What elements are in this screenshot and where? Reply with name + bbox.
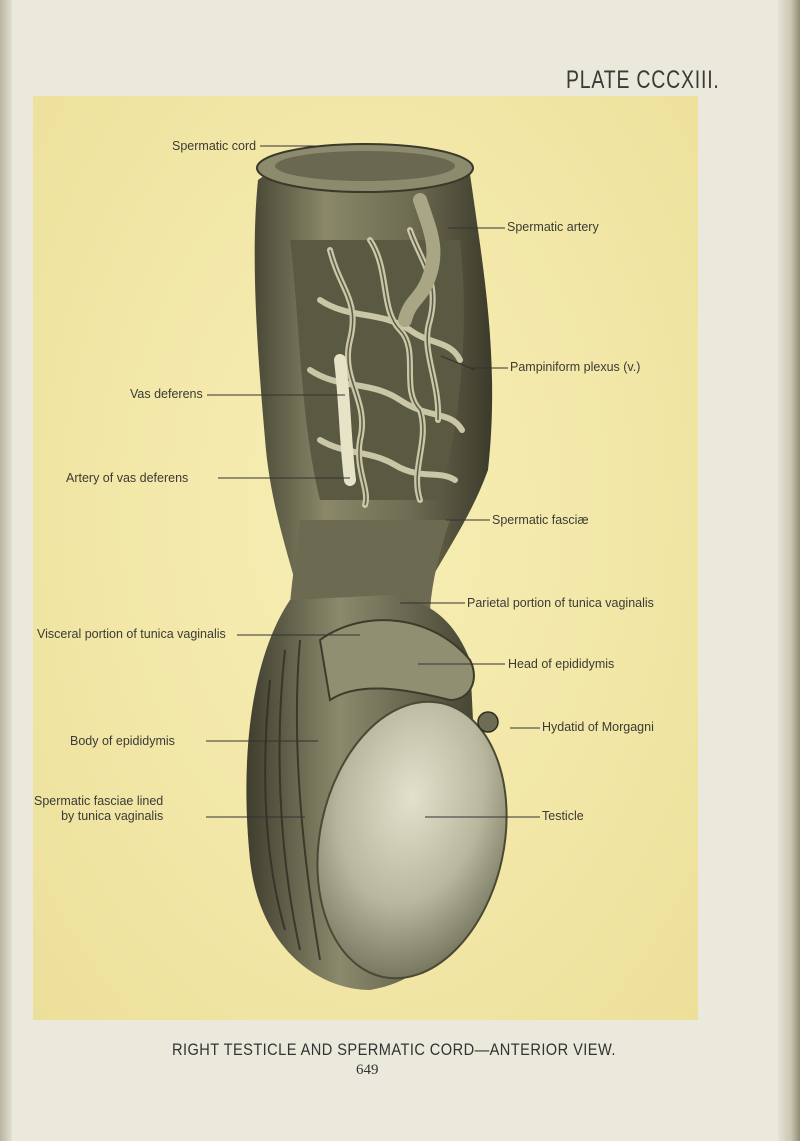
cord-interior xyxy=(290,240,464,500)
label-visceral-portion: Visceral portion of tunica vaginalis xyxy=(37,627,226,641)
label-spermatic-fasciae-lined xyxy=(34,794,163,824)
plate-caption: RIGHT TESTICLE AND SPERMATIC CORD—ANTERIOR VIEW. xyxy=(172,1040,616,1059)
label-pampiniform-plexus: Pampiniform plexus (v.) xyxy=(510,360,641,374)
plate-title: PLATE CCCXIII. xyxy=(566,66,720,94)
label-body-of-epididymis: Body of epididymis xyxy=(70,734,175,748)
label-parietal-portion: Parietal portion of tunica vaginalis xyxy=(467,596,654,610)
label-spermatic-fasciae-lined-line1: Spermatic fasciae lined xyxy=(34,794,164,808)
label-spermatic-artery: Spermatic artery xyxy=(507,220,599,234)
page-number: 649 xyxy=(356,1062,379,1078)
hydatid-of-morgagni xyxy=(478,712,498,732)
label-hydatid-of-morgagni: Hydatid of Morgagni xyxy=(542,720,654,734)
label-artery-of-vas-deferens: Artery of vas deferens xyxy=(66,471,189,485)
label-spermatic-fasciae-lined-line2: by tunica vaginalis xyxy=(61,809,164,823)
label-spermatic-fasciae: Spermatic fasciæ xyxy=(492,513,589,527)
label-head-of-epididymis: Head of epididymis xyxy=(508,657,615,671)
label-vas-deferens: Vas deferens xyxy=(130,387,203,401)
label-testicle: Testicle xyxy=(542,809,584,823)
label-spermatic-cord: Spermatic cord xyxy=(172,139,257,153)
